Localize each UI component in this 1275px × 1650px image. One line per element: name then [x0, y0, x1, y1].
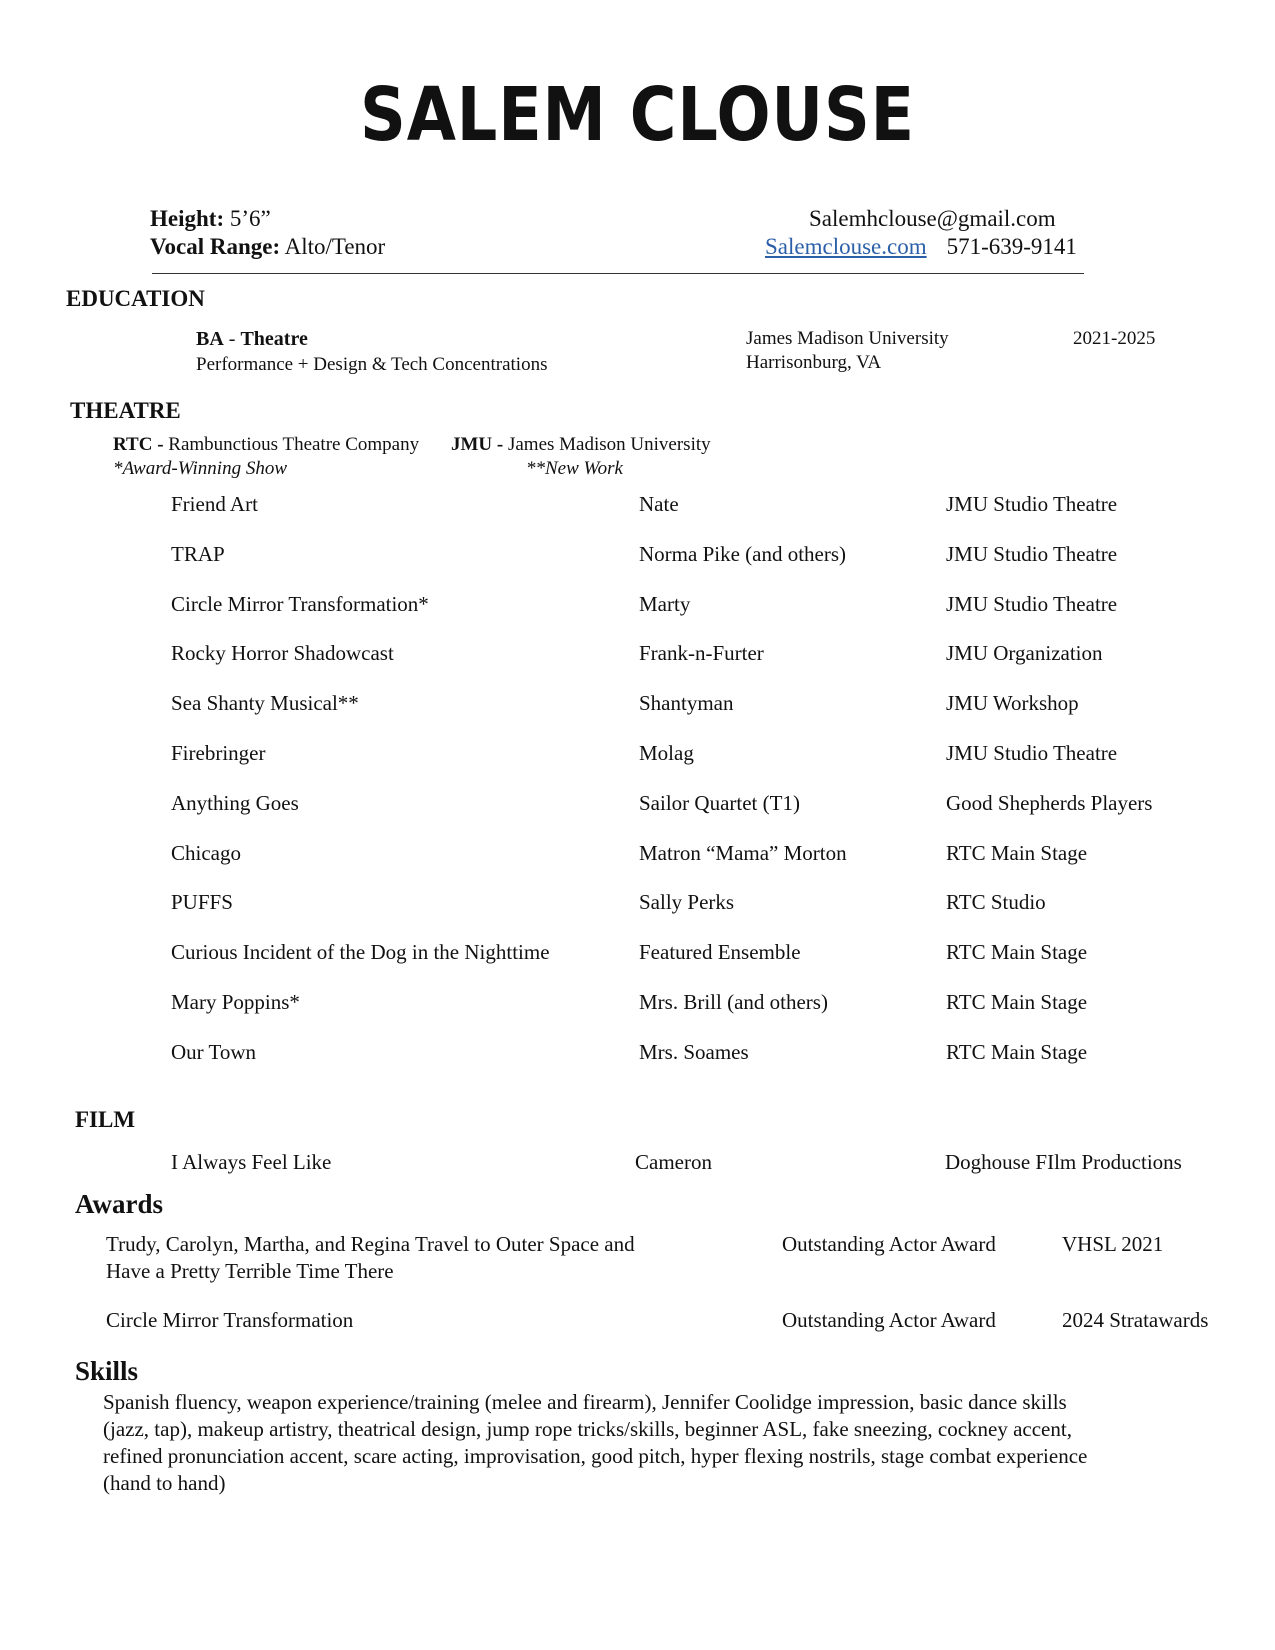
note-new-work: **New Work [526, 458, 623, 479]
award-1-org: VHSL 2021 [1062, 1232, 1164, 1256]
credit-role: Nate [639, 492, 679, 516]
header-divider [152, 273, 1084, 274]
credit-role: Mrs. Soames [639, 1040, 749, 1064]
award-1-name: Outstanding Actor Award [782, 1232, 996, 1256]
website-link[interactable]: Salemclouse.com [765, 234, 927, 259]
credit-venue: Good Shepherds Players [946, 791, 1153, 815]
credit-venue: JMU Studio Theatre [946, 492, 1118, 516]
legend-jmu-text: James Madison University [503, 434, 711, 455]
school-location: Harrisonburg, VA [746, 352, 882, 373]
film-role: Cameron [635, 1150, 712, 1174]
credit-show: Curious Incident of the Dog in the Nighttime [171, 940, 550, 964]
school: James Madison University [746, 328, 949, 349]
education-heading: EDUCATION [66, 286, 205, 311]
credit-role: Shantyman [639, 691, 734, 715]
email[interactable]: Salemhclouse@gmail.com [809, 206, 1056, 231]
film-title: I Always Feel Like [171, 1150, 332, 1174]
degree [196, 328, 308, 351]
credit-show: Our Town [171, 1040, 257, 1064]
height-line [150, 206, 271, 232]
credit-role: Marty [639, 592, 691, 616]
credit-role: Frank-n-Furter [639, 641, 764, 665]
resume-name: SALEM CLOUSE [360, 72, 915, 158]
credit-venue: RTC Main Stage [946, 1040, 1088, 1064]
awards-heading: Awards [75, 1189, 164, 1219]
education-years: 2021-2025 [1073, 328, 1156, 349]
legend-jmu [451, 434, 711, 456]
credit-role: Molag [639, 741, 694, 765]
credit-show: Circle Mirror Transformation* [171, 592, 429, 616]
credit-role: Matron “Mama” Morton [639, 841, 847, 865]
credit-show: Friend Art [171, 492, 258, 516]
credit-venue: JMU Studio Theatre [946, 741, 1118, 765]
credit-venue: RTC Main Stage [946, 990, 1088, 1014]
credit-venue: JMU Studio Theatre [946, 542, 1118, 566]
height-label: Height: [150, 206, 225, 231]
credit-role: Sailor Quartet (T1) [639, 791, 800, 815]
credit-show: Mary Poppins* [171, 990, 300, 1014]
credit-venue: JMU Workshop [946, 691, 1079, 715]
credit-role: Sally Perks [639, 890, 735, 914]
credit-venue: RTC Main Stage [946, 841, 1088, 865]
legend-rtc-abbr: RTC - [113, 434, 164, 455]
award-2-org: 2024 Stratawards [1062, 1308, 1209, 1332]
skills-text: Spanish fluency, weapon experience/training (melee and firearm), Jennifer Coolidge impression, basic dance skills (jazz, tap), makeup artistry, theatrical design, jump rope tricks/skills, beginner ASL, fake sneezing, cockney accent, refined pronunciation accent, scare acting, improvisation, good pitch, hyper flexing nostrils, stage combat experience (hand to hand) [103, 1390, 1088, 1495]
credit-show: Chicago [171, 841, 241, 865]
film-heading: FILM [75, 1107, 136, 1132]
award-2-name: Outstanding Actor Award [782, 1308, 996, 1332]
credit-show: Firebringer [171, 741, 266, 765]
height-value: 5’6” [229, 206, 271, 231]
credit-show: Rocky Horror Shadowcast [171, 641, 394, 665]
legend-jmu-abbr: JMU - [451, 434, 504, 455]
vocal-range-label: Vocal Range: [150, 234, 281, 259]
theatre-heading: THEATRE [70, 398, 181, 423]
legend-rtc [113, 434, 419, 456]
phone: 571-639-9141 [946, 234, 1077, 259]
credit-show: Sea Shanty Musical** [171, 691, 359, 715]
concentrations: Performance + Design & Tech Concentrations [196, 354, 548, 375]
film-company: Doghouse FIlm Productions [945, 1150, 1182, 1174]
note-award-winning: *Award-Winning Show [113, 458, 288, 479]
website-line [765, 234, 1077, 260]
credit-role: Featured Ensemble [639, 940, 801, 964]
legend-rtc-text: Rambunctious Theatre Company [163, 434, 420, 455]
credit-venue: RTC Studio [946, 890, 1046, 914]
award-1-show-line1: Trudy, Carolyn, Martha, and Regina Travel to Outer Space and [106, 1232, 635, 1256]
degree-type: BA [196, 328, 224, 350]
award-1-show-line2: Have a Pretty Terrible Time There [106, 1259, 394, 1283]
vocal-range-line [150, 234, 385, 260]
credit-venue: RTC Main Stage [946, 940, 1088, 964]
credit-show: Anything Goes [171, 791, 299, 815]
skills-heading: Skills [75, 1356, 139, 1386]
credit-venue: JMU Studio Theatre [946, 592, 1118, 616]
credit-venue: JMU Organization [946, 641, 1103, 665]
vocal-range-value: Alto/Tenor [284, 234, 386, 259]
credit-show: TRAP [171, 542, 225, 566]
degree-separator: - [223, 328, 241, 350]
award-2-show: Circle Mirror Transformation [106, 1308, 354, 1332]
credit-show: PUFFS [171, 890, 233, 914]
degree-field: Theatre [240, 328, 308, 350]
credit-role: Mrs. Brill (and others) [639, 990, 828, 1014]
credit-role: Norma Pike (and others) [639, 542, 847, 566]
